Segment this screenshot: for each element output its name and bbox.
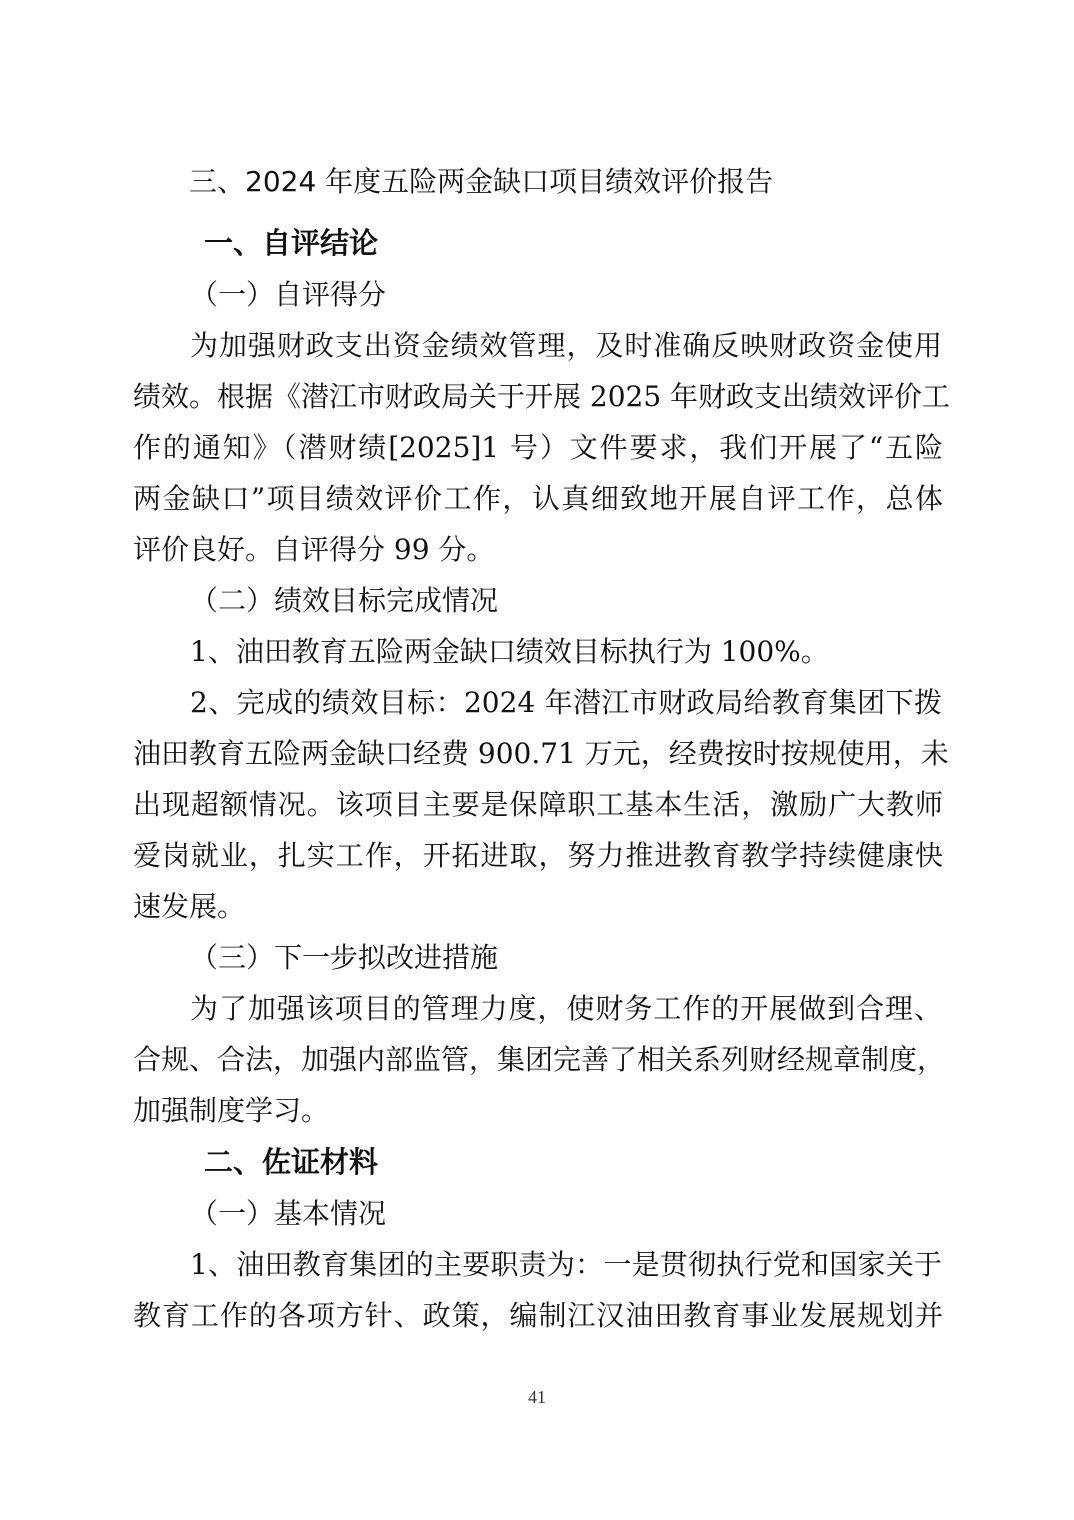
- paragraph-line: 为了加强该项目的管理力度，使财务工作的开展做到合理、: [190, 992, 942, 1025]
- section-heading-evidence: 二、佐证材料: [204, 1145, 379, 1179]
- subheading-self-score: （一）自评得分: [190, 278, 387, 311]
- list-item: 1、油田教育五险两金缺口绩效目标执行为 100%。: [190, 635, 829, 668]
- subheading-improvement: （三）下一步拟改进措施: [190, 941, 499, 974]
- report-title: 三、2024 年度五险两金缺口项目绩效评价报告: [189, 165, 774, 198]
- section-heading-conclusion: 一、自评结论: [204, 226, 379, 260]
- paragraph-line: 两金缺口”项目绩效评价工作，认真细致地开展自评工作，总体: [133, 482, 943, 515]
- paragraph-line: 爱岗就业，扎实工作，开拓进取，努力推进教育教学持续健康快: [133, 839, 943, 872]
- paragraph-line: 1、油田教育集团的主要职责为：一是贯彻执行党和国家关于: [190, 1248, 942, 1281]
- paragraph-line: 评价良好。自评得分 99 分。: [133, 533, 495, 566]
- paragraph-line: 速发展。: [133, 890, 246, 923]
- subheading-goal-completion: （二）绩效目标完成情况: [190, 584, 499, 617]
- paragraph-line: 绩效。根据《潜江市财政局关于开展 2025 年财政支出绩效评价工: [133, 380, 951, 413]
- subheading-basic-info: （一）基本情况: [190, 1197, 387, 1230]
- paragraph-line: 作的通知》（潜财绩[2025]1 号）文件要求，我们开展了“五险: [133, 431, 943, 464]
- paragraph-line: 为加强财政支出资金绩效管理，及时准确反映财政资金使用: [190, 329, 942, 362]
- paragraph-line: 2、完成的绩效目标：2024 年潜江市财政局给教育集团下拨: [190, 686, 942, 719]
- paragraph-line: 加强制度学习。: [133, 1094, 330, 1127]
- paragraph-line: 出现超额情况。该项目主要是保障职工基本生活，激励广大教师: [133, 788, 943, 821]
- page-number: 41: [528, 1387, 546, 1407]
- paragraph-line: 油田教育五险两金缺口经费 900.71 万元，经费按时按规使用，未: [133, 737, 949, 770]
- paragraph-line: 教育工作的各项方针、政策，编制江汉油田教育事业发展规划并: [133, 1299, 943, 1332]
- paragraph-line: 合规、合法，加强内部监管，集团完善了相关系列财经规章制度，: [133, 1043, 946, 1076]
